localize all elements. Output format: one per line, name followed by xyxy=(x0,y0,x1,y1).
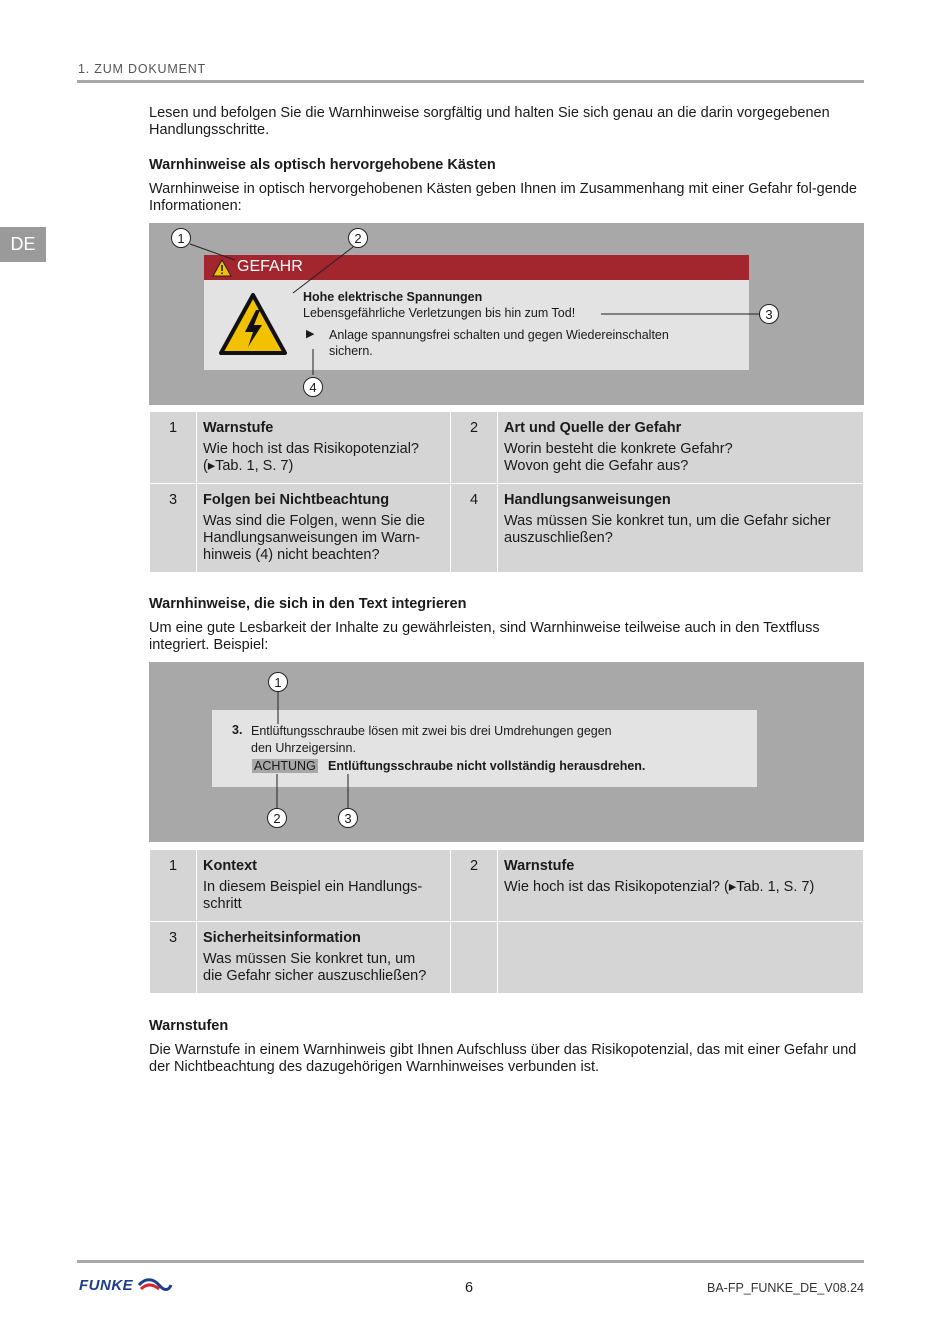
legend-text: Was müssen Sie konkret tun, um die Gefahr sicher xyxy=(504,513,831,529)
integrated-warning-example xyxy=(149,662,864,842)
legend-num: 2 xyxy=(451,412,498,484)
footer-divider xyxy=(77,1260,864,1263)
section-heading-levels: Warnstufen xyxy=(149,1018,229,1034)
language-tab: DE xyxy=(0,227,46,262)
legend-text: Worin besteht die konkrete Gefahr? xyxy=(504,441,733,457)
table-row xyxy=(150,850,864,922)
legend-cell xyxy=(197,850,451,922)
legend-text: Wie hoch ist das Risikopotenzial? (▸Tab. 1, S. 7) xyxy=(504,879,815,895)
safety-information: Entlüftungsschraube nicht vollständig herausdrehen. xyxy=(328,759,646,773)
legend-text: Was müssen Sie konkret tun, um xyxy=(203,951,416,967)
step-line-1: Entlüftungsschraube lösen mit zwei bis drei Umdrehungen gegen xyxy=(251,724,612,738)
callout-3: 3 xyxy=(759,304,779,324)
legend-cell xyxy=(498,484,864,573)
legend-num: 2 xyxy=(451,850,498,922)
section-text-levels: Die Warnstufe in einem Warnhinweis gibt Ihnen Aufschluss über das Risikopotenzial, das mit einer Gefahr und der Nichtbeachtung des dazugehörigen Warnhinweises verbunden ist. xyxy=(149,1042,857,1075)
danger-signal-word: GEFAHR xyxy=(237,258,303,275)
instruction-line-1: Anlage spannungsfrei schalten und gegen Wiedereinschalten xyxy=(329,328,669,342)
funke-logo xyxy=(79,1276,173,1294)
legend-num: 3 xyxy=(150,922,197,994)
hazard-consequence: Lebensgefährliche Verletzungen bis hin zum Tod! xyxy=(303,306,576,320)
legend-title: Handlungsanweisungen xyxy=(504,492,671,508)
legend-text: auszuschließen? xyxy=(504,530,613,546)
legend-cell xyxy=(498,412,864,484)
legend-text: (▸Tab. 1, S. 7) xyxy=(203,458,294,474)
callout-3: 3 xyxy=(338,808,358,828)
legend-title: Sicherheitsinformation xyxy=(203,930,361,946)
section-header: 1. ZUM DOKUMENT xyxy=(78,62,206,76)
legend-text: hinweis (4) nicht beachten? xyxy=(203,547,380,563)
legend-num: 1 xyxy=(150,850,197,922)
callout-2: 2 xyxy=(348,228,368,248)
warning-box-example xyxy=(149,223,864,405)
legend-table-boxes xyxy=(149,411,864,573)
legend-empty-cell xyxy=(451,922,498,994)
legend-cell xyxy=(197,922,451,994)
legend-text: Handlungsanweisungen im Warn- xyxy=(203,530,421,546)
legend-text: Wie hoch ist das Risikopotenzial? xyxy=(203,441,419,457)
step-number: 3. xyxy=(232,723,243,737)
legend-text: die Gefahr sicher auszuschließen? xyxy=(203,968,427,984)
achtung-signal-word: ACHTUNG xyxy=(254,759,316,773)
legend-title: Folgen bei Nichtbeachtung xyxy=(203,492,390,508)
table-row xyxy=(150,922,864,994)
intro-paragraph: Lesen und befolgen Sie die Warnhinweise sorgfältig und halten Sie sich genau an die darin vorgegebenen Handlungsschritte. xyxy=(149,105,830,138)
legend-cell xyxy=(197,484,451,573)
logo-text: FUNKE xyxy=(79,1276,134,1294)
legend-title: Warnstufe xyxy=(203,420,274,436)
document-id: BA-FP_FUNKE_DE_V08.24 xyxy=(706,1281,864,1295)
section-text-integrated: Um eine gute Lesbarkeit der Inhalte zu gewährleisten, sind Warnhinweise teilweise auch in den Textfluss integriert. Beispiel: xyxy=(149,620,820,653)
header-divider xyxy=(77,80,864,83)
section-heading-integrated: Warnhinweise, die sich in den Text integrieren xyxy=(149,596,467,612)
legend-title: Art und Quelle der Gefahr xyxy=(504,420,682,436)
legend-table-integrated xyxy=(149,849,864,994)
logo-mark-icon xyxy=(137,1276,173,1294)
callout-1: 1 xyxy=(171,228,191,248)
table-row xyxy=(150,484,864,573)
callout-4: 4 xyxy=(303,377,323,397)
legend-text: schritt xyxy=(203,896,242,912)
legend-title: Warnstufe xyxy=(504,858,575,874)
instruction-line-2: sichern. xyxy=(329,344,373,358)
callout-1: 1 xyxy=(268,672,288,692)
section-text-boxes: Warnhinweise in optisch hervorgehobenen Kästen geben Ihnen im Zusammenhang mit einer Gefahr fol-gende Informationen: xyxy=(149,181,857,214)
section-heading-boxes: Warnhinweise als optisch hervorgehobene Kästen xyxy=(149,157,496,173)
legend-empty-cell xyxy=(498,922,864,994)
legend-text: Was sind die Folgen, wenn Sie die xyxy=(203,513,425,529)
callout-lines xyxy=(149,223,864,405)
instruction-arrow-icon: ▶ xyxy=(306,328,315,340)
callout-2: 2 xyxy=(267,808,287,828)
legend-cell xyxy=(498,850,864,922)
legend-title: Kontext xyxy=(203,858,257,874)
legend-text: Wovon geht die Gefahr aus? xyxy=(504,458,689,474)
callout-lines xyxy=(149,662,864,842)
legend-num: 3 xyxy=(150,484,197,573)
legend-num: 1 xyxy=(150,412,197,484)
legend-cell xyxy=(197,412,451,484)
legend-num: 4 xyxy=(451,484,498,573)
hazard-title: Hohe elektrische Spannungen xyxy=(303,290,483,304)
table-row xyxy=(150,412,864,484)
legend-text: In diesem Beispiel ein Handlungs- xyxy=(203,879,423,895)
page-number: 6 xyxy=(465,1280,474,1296)
step-line-2: den Uhrzeigersinn. xyxy=(251,741,356,755)
